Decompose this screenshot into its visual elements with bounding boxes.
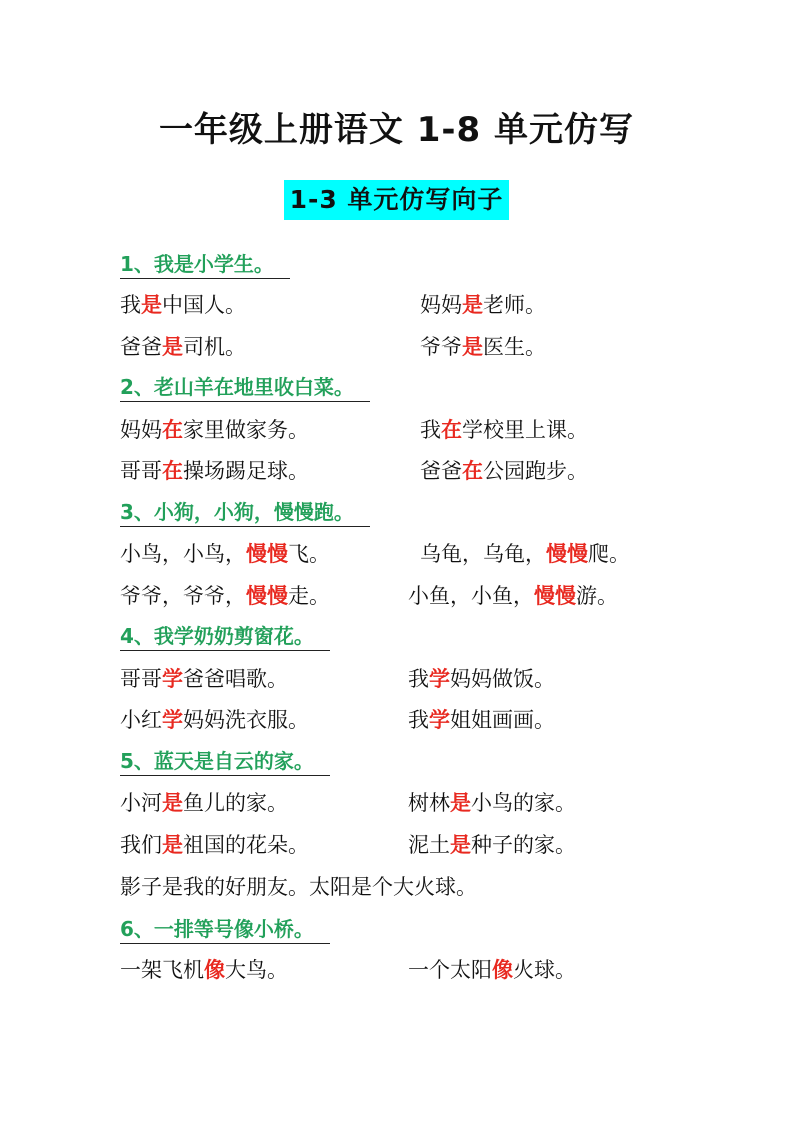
section-heading: 1、我是小学生。	[120, 250, 290, 279]
key-word: 是	[162, 791, 183, 815]
sentence: 妈妈在家里做家务。	[120, 418, 309, 442]
key-word: 是	[462, 335, 483, 359]
key-word: 是	[450, 791, 471, 815]
sentence: 小河是鱼儿的家。	[120, 791, 288, 815]
key-word: 是	[462, 293, 483, 317]
extra-sentence: 影子是我的好朋友。太阳是个大火球。	[120, 875, 477, 899]
section-heading: 2、老山羊在地里收白菜。	[120, 373, 370, 402]
section-heading: 5、蓝天是自云的家。	[120, 747, 330, 776]
key-word: 慢慢	[534, 584, 576, 608]
section-heading: 6、一排等号像小桥。	[120, 915, 330, 944]
key-word: 慢慢	[546, 542, 588, 566]
sentence: 我们是祖国的花朵。	[120, 833, 309, 857]
section-heading: 4、我学奶奶剪窗花。	[120, 622, 330, 651]
key-word: 是	[162, 833, 183, 857]
sentence: 小红学妈妈洗衣服。	[120, 708, 309, 732]
sentence: 哥哥在操场踢足球。	[120, 459, 309, 483]
sentence: 小鸟，小鸟，慢慢飞。	[120, 542, 330, 566]
sentence: 一个太阳像火球。	[408, 958, 576, 982]
sentence: 爸爸在公园跑步。	[420, 459, 588, 483]
sentence: 哥哥学爸爸唱歌。	[120, 667, 288, 691]
key-word: 像	[492, 958, 513, 982]
key-word: 是	[141, 293, 162, 317]
sentence: 我学妈妈做饭。	[408, 667, 555, 691]
key-word: 在	[441, 418, 462, 442]
sentence: 我是中国人。	[120, 293, 246, 317]
sentence: 乌龟，乌龟，慢慢爬。	[420, 542, 630, 566]
key-word: 是	[450, 833, 471, 857]
key-word: 是	[162, 335, 183, 359]
section-heading: 3、小狗，小狗，慢慢跑。	[120, 498, 370, 527]
sentence: 一架飞机像大鸟。	[120, 958, 288, 982]
key-word: 学	[429, 667, 450, 691]
sentence: 树林是小鸟的家。	[408, 791, 576, 815]
subtitle: 1-3 单元仿写向子	[284, 180, 510, 220]
key-word: 在	[162, 459, 183, 483]
sentence: 泥土是种子的家。	[408, 833, 576, 857]
key-word: 慢慢	[246, 584, 288, 608]
key-word: 学	[429, 708, 450, 732]
key-word: 慢慢	[246, 542, 288, 566]
key-word: 在	[162, 418, 183, 442]
sentence: 小鱼，小鱼，慢慢游。	[408, 584, 618, 608]
key-word: 学	[162, 667, 183, 691]
sentence: 我学姐姐画画。	[408, 708, 555, 732]
sentence: 爷爷，爷爷，慢慢走。	[120, 584, 330, 608]
sentence: 爸爸是司机。	[120, 335, 246, 359]
sentence: 妈妈是老师。	[420, 293, 546, 317]
sentence: 我在学校里上课。	[420, 418, 588, 442]
page-title: 一年级上册语文 1-8 单元仿写	[158, 110, 635, 150]
sentence: 爷爷是医生。	[420, 335, 546, 359]
key-word: 学	[162, 708, 183, 732]
key-word: 在	[462, 459, 483, 483]
key-word: 像	[204, 958, 225, 982]
subtitle-wrap	[0, 180, 793, 220]
